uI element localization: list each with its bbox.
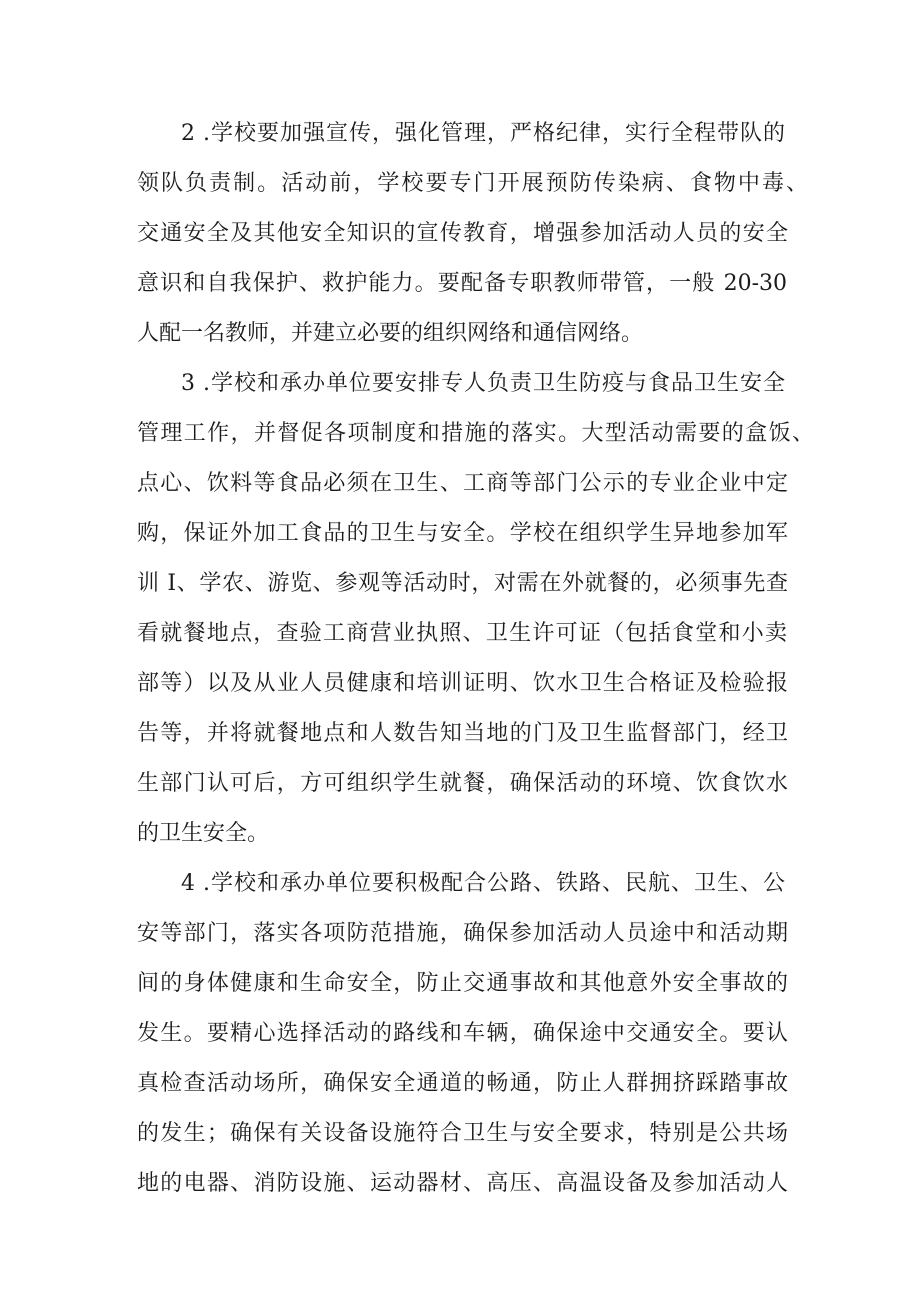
paragraph-2-line: 交通安全及其他安全知识的宣传教育，增强参加活动人员的安全 — [137, 221, 788, 246]
paragraph-2-line: 2 .学校要加强宣传，强化管理，严格纪律，实行全程带队的 — [181, 121, 785, 146]
paragraph-4-line: 的发生；确保有关设备设施符合卫生与安全要求，特别是公共场 — [137, 1121, 788, 1146]
paragraph-4-line: 地的电器、消防设施、运动器材、高压、高温设备及参加活动人 — [137, 1171, 788, 1196]
paragraph-4-line: 4 .学校和承办单位要积极配合公路、铁路、民航、卫生、公 — [181, 871, 785, 896]
paragraph-3-line: 购，保证外加工食品的卫生与安全。学校在组织学生异地参加军 — [137, 521, 788, 546]
paragraph-3-line: 看就餐地点，查验工商营业执照、卫生许可证（包括食堂和小卖 — [137, 621, 787, 646]
paragraph-3-line: 生部门认可后，方可组织学生就餐，确保活动的环境、饮食饮水 — [137, 771, 788, 796]
paragraph-3-line: 训 I、学农、游览、参观等活动时，对需在外就餐的，必须事先查 — [137, 571, 788, 596]
paragraph-3-line: 管理工作，并督促各项制度和措施的落实。大型活动需要的盒饭、 — [137, 421, 814, 446]
paragraph-3-line: 的卫生安全。 — [137, 821, 270, 846]
paragraph-4-line: 发生。要精心选择活动的路线和车辆，确保途中交通安全。要认 — [137, 1021, 788, 1046]
paragraph-2-line: 意识和自我保护、救护能力。要配备专职教师带管，一般 20-30 — [137, 271, 787, 296]
paragraph-3-line: 部等）以及从业人员健康和培训证明、饮水卫生合格证及检验报 — [137, 671, 788, 696]
paragraph-4-line: 间的身体健康和生命安全，防止交通事故和其他意外安全事故的 — [137, 971, 788, 996]
paragraph-4-line: 真检查活动场所，确保安全通道的畅通，防止人群拥挤踩踏事故 — [137, 1071, 788, 1096]
paragraph-3-line: 告等，并将就餐地点和人数告知当地的门及卫生监督部门，经卫 — [137, 721, 788, 746]
paragraph-3-line: 点心、饮料等食品必须在卫生、工商等部门公示的专业企业中定 — [137, 471, 788, 496]
paragraph-4-line: 安等部门，落实各项防范措施，确保参加活动人员途中和活动期 — [137, 921, 788, 946]
paragraph-2-line: 领队负责制。活动前，学校要专门开展预防传染病、食物中毒、 — [137, 171, 808, 196]
paragraph-3-line: 3 .学校和承办单位要安排专人负责卫生防疫与食品卫生安全 — [181, 371, 785, 396]
paragraph-2-line: 人配一名教师，并建立必要的组织网络和通信网络。 — [137, 321, 644, 346]
